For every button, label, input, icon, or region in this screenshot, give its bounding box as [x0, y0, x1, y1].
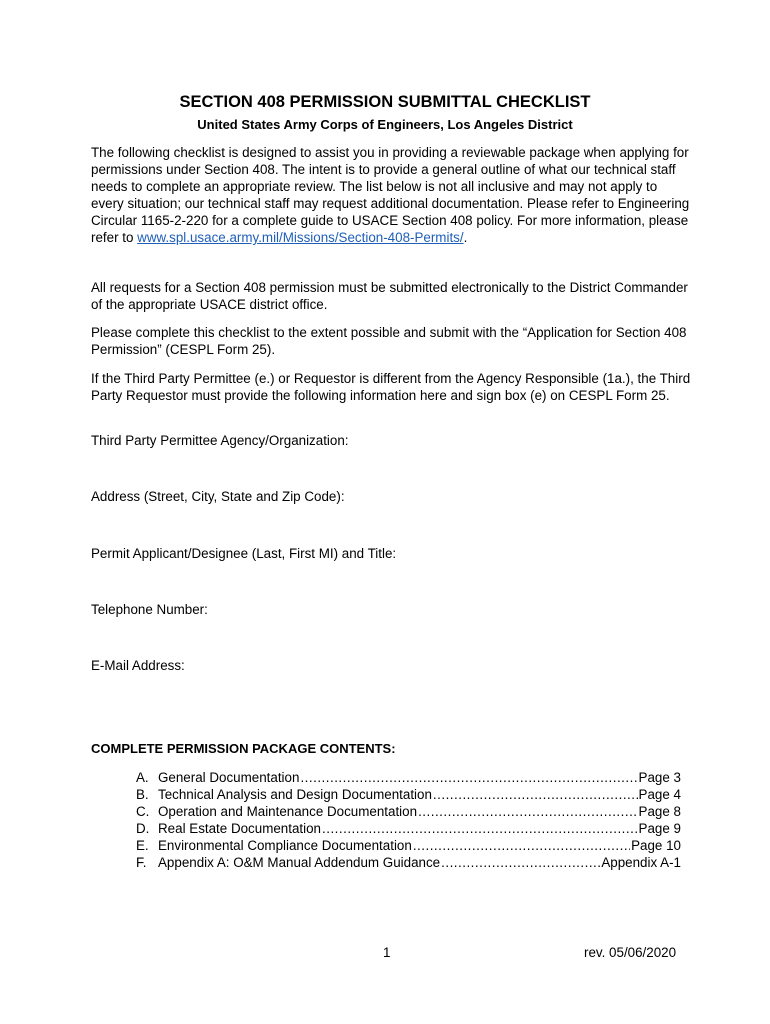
toc-label: Operation and Maintenance Documentation: [158, 804, 418, 819]
table-of-contents: [136, 769, 681, 871]
toc-item-technical: [136, 786, 681, 803]
toc-item-general: [136, 769, 681, 786]
section-408-link[interactable]: www.spl.usace.army.mil/Missions/Section-408-Permits/: [137, 230, 464, 245]
toc-leader-dots: [322, 820, 638, 837]
checklist-instruction-paragraph: Please complete this checklist to the extent possible and submit with the “Application for Section 408 Permission” (CESPL Form 25).: [91, 325, 687, 357]
submission-paragraph: All requests for a Section 408 permission must be submitted electronically to the District Commander of the appropriate USACE district office.: [91, 280, 688, 312]
toc-letter: E.: [136, 838, 149, 853]
toc-label: Appendix A: O&M Manual Addendum Guidance: [158, 855, 441, 870]
toc-leader-dots: [441, 854, 600, 871]
toc-label: Technical Analysis and Design Documentation: [158, 787, 432, 802]
telephone-field-label: Telephone Number:: [91, 602, 208, 617]
toc-letter: C.: [136, 804, 150, 819]
toc-label: Environmental Compliance Documentation: [158, 838, 412, 853]
toc-page: Page 3: [638, 770, 681, 785]
toc-label: Real Estate Documentation: [158, 821, 322, 836]
toc-item-real-estate: [136, 820, 681, 837]
third-party-paragraph: If the Third Party Permittee (e.) or Requestor is different from the Agency Responsible (1a.), the Third Party Requestor must provide the following information here and sign box (e) on CESPL Form 25.: [91, 371, 691, 403]
toc-letter: A.: [136, 770, 149, 785]
footer-revision: rev. 05/06/2020: [584, 945, 677, 960]
intro-text: The following checklist is designed to assist you in providing a reviewable package when applying for permissions under Section 408. The intent is to provide a general outline of what our technical staff needs to complete an appropriate review. The list below is not all inclusive and may not apply to every situation; our technical staff may request additional documentation. Please refer to Engineering Circular 1165-2-220 for a complete guide to USACE Section 408 policy. For more information, please refer to: [91, 145, 690, 245]
address-field-label: Address (Street, City, State and Zip Code):: [91, 489, 345, 504]
toc-page: Appendix A-1: [601, 855, 681, 870]
contents-heading: COMPLETE PERMISSION PACKAGE CONTENTS:: [91, 741, 396, 756]
toc-page: Page 10: [631, 838, 681, 853]
toc-item-operation: [136, 803, 681, 820]
toc-page: Page 4: [638, 787, 681, 802]
toc-item-appendix: [136, 854, 681, 871]
toc-leader-dots: [413, 837, 630, 854]
applicant-field-label: Permit Applicant/Designee (Last, First MI) and Title:: [91, 546, 397, 561]
toc-page: Page 9: [638, 821, 681, 836]
toc-letter: B.: [136, 787, 149, 802]
toc-page: Page 8: [638, 804, 681, 819]
intro-end: .: [463, 230, 468, 245]
toc-item-environmental: [136, 837, 681, 854]
toc-leader-dots: [433, 786, 638, 803]
toc-letter: D.: [136, 821, 150, 836]
toc-leader-dots: [300, 769, 637, 786]
intro-paragraph: [91, 144, 691, 246]
email-field-label: E-Mail Address:: [91, 658, 185, 673]
document-subtitle: United States Army Corps of Engineers, Los Angeles District: [197, 117, 573, 132]
footer-page-number: 1: [383, 945, 391, 960]
toc-label: General Documentation: [158, 770, 300, 785]
toc-leader-dots: [418, 803, 637, 820]
agency-field-label: Third Party Permittee Agency/Organization:: [91, 433, 349, 448]
toc-letter: F.: [136, 855, 147, 870]
document-title: SECTION 408 PERMISSION SUBMITTAL CHECKLIST: [179, 93, 591, 111]
